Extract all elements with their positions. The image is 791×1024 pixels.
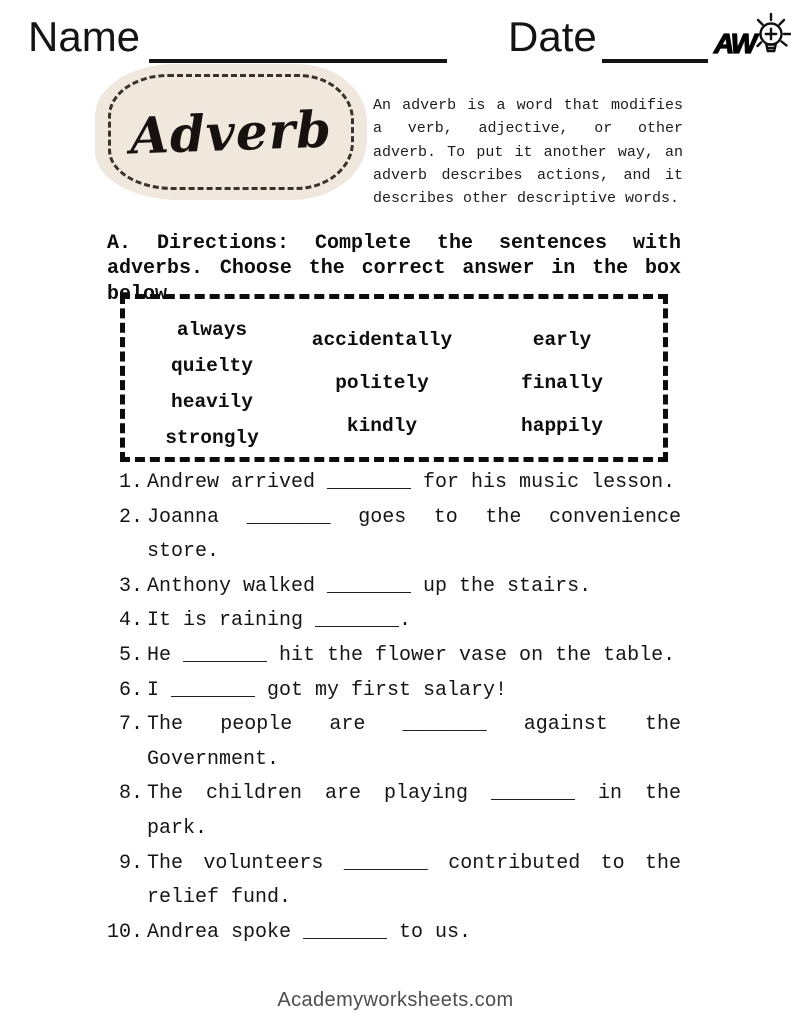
sentence-item [106, 604, 682, 639]
sentence-item [106, 847, 682, 916]
name-label: Name [28, 13, 141, 60]
sentence-item [106, 639, 682, 674]
badge-dashed-border [108, 74, 354, 190]
sentence-item [106, 466, 682, 501]
sentences-list [106, 466, 682, 950]
date-blank-line [602, 59, 708, 63]
sentence-text: Andrew arrived _______ for his music lesson. [147, 471, 676, 494]
lightbulb-icon [750, 10, 791, 73]
sentence-number: 2. [118, 505, 143, 529]
adverb-badge [95, 64, 367, 200]
sentence-number: 9. [118, 851, 143, 875]
sentence-item [106, 674, 682, 709]
footer-site-text: Academyworksheets.com [277, 989, 514, 1011]
sentence-item [106, 777, 682, 846]
academy-worksheets-logo [712, 8, 791, 70]
word-bank-item: politely [335, 372, 429, 394]
sentence-text: The children are playing _______ in the park. [147, 782, 681, 840]
sentence-text: The people are _______ against the Government. [147, 713, 681, 771]
sentence-number: 7. [118, 713, 143, 737]
badge-title: Adverb [129, 98, 333, 166]
sentence-text: The volunteers _______ contributed to the relief fund. [147, 851, 681, 910]
word-bank-item: accidentally [311, 329, 453, 351]
sentence-item [106, 570, 682, 605]
word-bank-item: always [176, 319, 248, 341]
word-bank-item: happily [521, 415, 603, 437]
adverb-definition-paragraph: An adverb is a word that modifies a verb, adjective, or other adverb. To put it another way, an adverb describes actions, and it describes other descriptive words. [373, 97, 683, 208]
date-label: Date [508, 13, 597, 60]
sentence-text: I _______ got my first salary! [147, 678, 508, 702]
sentence-text: Andrea spoke _______ to us. [147, 920, 472, 944]
word-bank-item: finally [521, 372, 603, 394]
word-bank-item: quielty [171, 355, 253, 377]
sentence-item [106, 916, 682, 951]
sentence-text: He _______ hit the flower vase on the table. [147, 643, 676, 667]
word-bank-box [120, 294, 668, 462]
sentence-number: 8. [118, 782, 143, 806]
sentence-number: 6. [118, 678, 143, 702]
sentence-item [106, 708, 682, 777]
sentence-number: 3. [118, 574, 143, 598]
directions-text: A. Directions: Complete the sentences with adverbs. Choose the correct answer in the box below. [107, 232, 681, 306]
sentence-number: 5. [118, 643, 143, 667]
word-bank-item: kindly [346, 415, 418, 437]
word-bank-item: heavily [171, 391, 253, 413]
sentence-text: Anthony walked _______ up the stairs. [147, 574, 592, 598]
name-blank-line [149, 59, 447, 63]
word-bank-item: strongly [165, 427, 259, 449]
sentence-text: Joanna _______ goes to the convenience store. [147, 505, 681, 564]
word-bank-item: early [532, 329, 592, 351]
sentence-text: It is raining _______. [147, 609, 412, 633]
sentence-number: 10. [106, 920, 143, 944]
sentence-number: 1. [118, 471, 143, 494]
sentence-number: 4. [118, 609, 143, 633]
logo-text: AW [714, 28, 756, 59]
sentence-item [106, 501, 682, 570]
